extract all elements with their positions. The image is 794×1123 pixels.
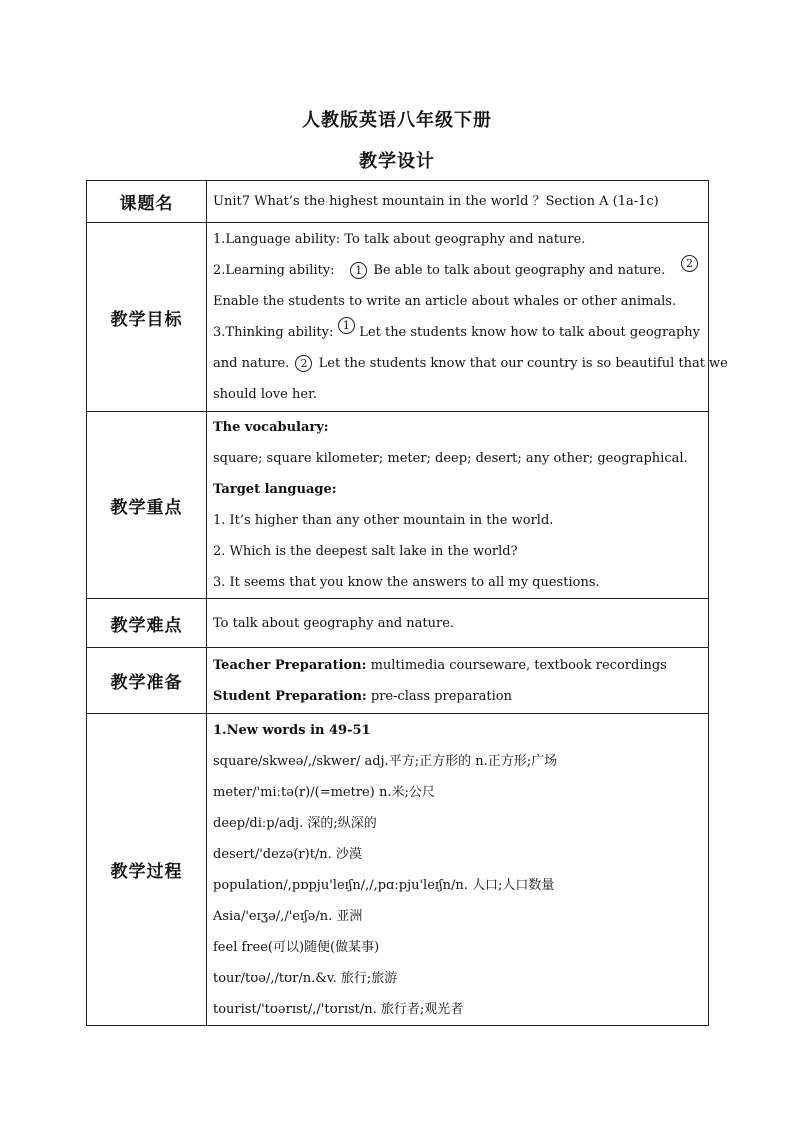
topic-text: Unit7 What’s the highest mountain in the world ？Section A (1a-1c) — [213, 194, 659, 209]
document-subtitle: 教学设计 — [359, 151, 435, 172]
row-process — [87, 714, 709, 1026]
goal-thinking — [213, 317, 700, 348]
content-preparation — [207, 648, 709, 714]
label-topic: 课题名 — [87, 181, 207, 223]
row-goals — [87, 223, 709, 412]
content-difficulty — [207, 599, 709, 648]
goal-thinking-text2: Let the students know that our country is so beautiful that we — [318, 356, 728, 371]
goal-thinking-label: 3.Thinking ability: — [213, 325, 334, 340]
student-preparation — [213, 681, 700, 712]
teacher-preparation — [213, 650, 700, 681]
word-entry: deep/diːp/adj. 深的;纵深的 — [213, 815, 377, 831]
content-topic — [207, 181, 709, 223]
row-keypoints — [87, 412, 709, 599]
label-goals: 教学目标 — [87, 223, 207, 412]
content-process — [207, 714, 709, 1026]
goal-thinking-cont: and nature. — [213, 356, 290, 371]
teacher-preparation-label: Teacher Preparation: — [213, 657, 367, 673]
vocab-list: square; square kilometer; meter; deep; desert; any other; geographical. — [213, 451, 688, 466]
label-process: 教学过程 — [87, 714, 207, 1026]
goal-language: 1.Language ability: To talk about geography and nature. — [213, 232, 586, 247]
goal-learning-text1: Be able to talk about geography and nature. — [373, 263, 666, 278]
goal-thinking-line3: should love her. — [213, 387, 317, 402]
goal-thinking-line2 — [213, 348, 728, 379]
target-item-1: 1. It’s higher than any other mountain in the world. — [213, 513, 554, 528]
goal-learning — [213, 255, 700, 286]
content-goals — [207, 223, 728, 412]
word-entry: meter/'miːtə(r)/(=metre) n.米;公尺 — [213, 784, 435, 800]
new-words-heading: 1.New words in 49-51 — [213, 722, 371, 738]
vocab-heading: The vocabulary: — [213, 420, 329, 435]
word-entry: tourist/'tʊərɪst/,/'tʊrɪst/n. 旅行者;观光者 — [213, 1001, 464, 1017]
word-entry: feel free(可以)随便(做某事) — [213, 939, 380, 955]
goal-thinking-text1: Let the students know how to talk about geography — [359, 325, 700, 340]
document-title: 人教版英语八年级下册 — [302, 110, 492, 131]
goal-learning-item1 — [348, 255, 665, 286]
label-difficulty: 教学难点 — [87, 599, 207, 648]
word-entry: tour/tʊə/,/tʊr/n.&v. 旅行;旅游 — [213, 970, 398, 986]
word-entry: square/skweə/,/skwer/ adj.平方;正方形的 n.正方形;广场 — [213, 753, 558, 769]
label-keypoints: 教学重点 — [87, 412, 207, 599]
row-difficulty — [87, 599, 709, 648]
word-entry: desert/'dezə(r)t/n. 沙漠 — [213, 846, 362, 862]
goal-learning-label: 2.Learning ability: — [213, 263, 335, 278]
circled-number-2: 2 — [681, 255, 698, 272]
lesson-plan-table — [86, 180, 728, 1026]
target-item-2: 2. Which is the deepest salt lake in the world? — [213, 544, 518, 559]
difficulty-text: To talk about geography and nature. — [213, 615, 455, 631]
word-entry: Asia/'eɪʒə/,/'eɪʃə/n. 亚洲 — [213, 908, 363, 924]
circled-number-1: 1 — [350, 262, 367, 279]
student-preparation-label: Student Preparation: — [213, 688, 367, 704]
circled-number-1: 1 — [338, 317, 355, 334]
label-preparation: 教学准备 — [87, 648, 207, 714]
row-preparation — [87, 648, 709, 714]
goal-learning-text2: Enable the students to write an article about whales or other animals. — [213, 294, 677, 309]
circled-number-2: 2 — [295, 355, 312, 372]
student-preparation-text: pre-class preparation — [370, 688, 513, 704]
teacher-preparation-text: multimedia courseware, textbook recordings — [370, 657, 667, 673]
target-item-3: 3. It seems that you know the answers to all my questions. — [213, 575, 600, 590]
target-heading: Target language: — [213, 482, 337, 497]
word-entry: population/,pɒpju'leɪʃn/,/,pɑːpju'leɪʃn/n. 人口;人口数量 — [213, 877, 555, 893]
row-topic — [87, 181, 709, 223]
content-keypoints — [207, 412, 709, 599]
